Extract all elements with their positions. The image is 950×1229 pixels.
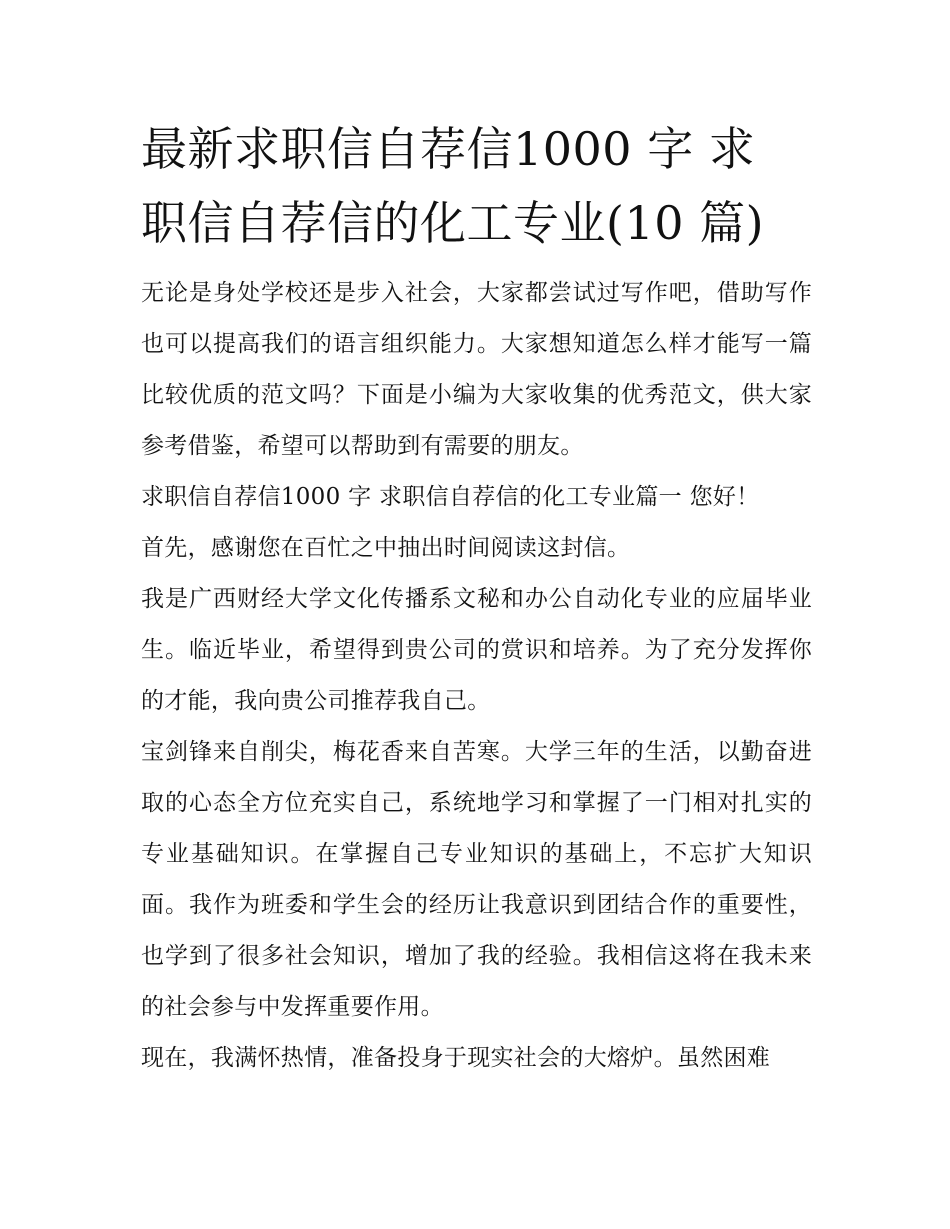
document-title bbox=[141, 112, 812, 260]
title-line-2: 职信自荐信的化工专业(10 篇) bbox=[141, 196, 765, 250]
title-line-1: 最新求职信自荐信1000 字 求 bbox=[141, 122, 756, 176]
document-body bbox=[141, 268, 812, 1084]
paragraph-university-life: 宝剑锋来自削尖，梅花香来自苦寒。大学三年的生活，以勤奋进取的心态全方位充实自己，系统地学习和掌握了一门相对扎实的专业基础知识。在掌握自己专业知识的基础上，不忘扩大知识面。我作为班委和学生会的经历让我意识到团结合作的重要性，也学到了很多社会知识，增加了我的经验。我相信这将在我未来的社会参与中发挥重要作用。 bbox=[141, 739, 812, 1020]
paragraph-thanks: 首先，感谢您在百忙之中抽出时间阅读这封信。 bbox=[141, 535, 631, 561]
paragraph-self-intro: 我是广西财经大学文化传播系文秘和办公自动化专业的应届毕业生。临近毕业，希望得到贵公司的赏识和培养。为了充分发挥你的才能，我向贵公司推荐我自己。 bbox=[141, 586, 812, 714]
paragraph-heading-greeting: 求职信自荐信1000 字 求职信自荐信的化工专业篇一 您好！ bbox=[141, 484, 760, 510]
paragraph-intro: 无论是身处学校还是步入社会，大家都尝试过写作吧，借助写作也可以提高我们的语言组织能力。大家想知道怎么样才能写一篇比较优质的范文吗？下面是小编为大家收集的优秀范文，供大家参考借鉴，希望可以帮助到有需要的朋友。 bbox=[141, 280, 812, 459]
paragraph-closing-fragment: 现在，我满怀热情，准备投身于现实社会的大熔炉。虽然困难 bbox=[141, 1045, 771, 1071]
